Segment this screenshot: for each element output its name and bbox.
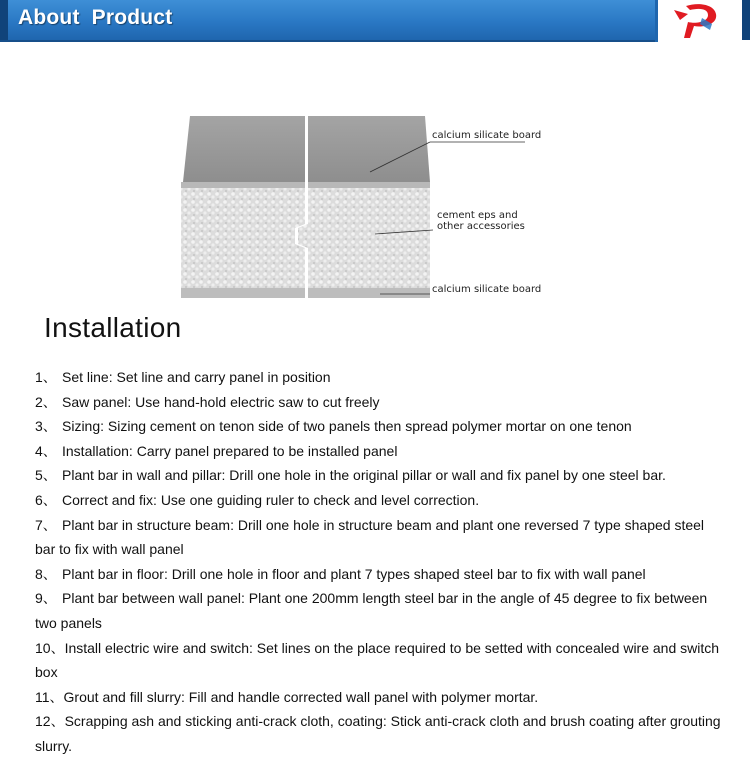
- step-number: 9、: [35, 590, 57, 607]
- panel-left-block: [181, 116, 305, 298]
- step-item: [35, 685, 725, 710]
- label-top: calcium silicate board: [432, 130, 542, 141]
- step-number: 10、: [35, 639, 65, 656]
- step-text: Install electric wire and switch: Set lines on the place required to be setted with concealed wire and switch box: [35, 639, 720, 681]
- step-number: 8、: [35, 565, 57, 582]
- label-bottom: calcium silicate board: [432, 284, 542, 295]
- step-item: [35, 709, 725, 758]
- step-text: Correct and fix: Use one guiding ruler to check and level correction.: [62, 491, 480, 508]
- step-item: [35, 586, 725, 635]
- header-right-accent: [742, 0, 750, 40]
- step-text: Grout and fill slurry: Fill and handle corrected wall panel with polymer mortar.: [63, 688, 539, 705]
- step-text: Installation: Carry panel prepared to be installed panel: [62, 442, 398, 459]
- step-number: 11、: [35, 688, 64, 705]
- label-middle-1: cement eps and: [437, 210, 518, 221]
- step-number: 6、: [35, 491, 57, 508]
- step-number: 5、: [35, 467, 57, 484]
- step-number: 12、: [35, 713, 65, 730]
- product-panel-image: [175, 112, 555, 307]
- step-item: [35, 463, 725, 488]
- step-text: Saw panel: Use hand-hold electric saw to cut freely: [62, 393, 380, 410]
- step-item: [35, 439, 725, 464]
- header-banner: [0, 0, 750, 42]
- step-text: Plant bar between wall panel: Plant one 200mm length steel bar in the angle of 45 degree to fix between two panels: [35, 590, 708, 631]
- panel-right-block: [298, 116, 430, 298]
- step-number: 4、: [35, 442, 57, 459]
- step-number: 2、: [35, 393, 57, 410]
- step-item: [35, 390, 725, 415]
- step-item: [35, 562, 725, 587]
- page-title: About Product: [18, 6, 173, 29]
- installation-steps-list: [35, 365, 725, 759]
- step-item: [35, 513, 725, 562]
- step-item: [35, 636, 725, 685]
- brand-logo-icon[interactable]: [664, 0, 728, 42]
- step-text: Plant bar in wall and pillar: Drill one hole in the original pillar or wall and fix panel by one steel bar.: [62, 467, 666, 484]
- step-number: 1、: [35, 369, 57, 385]
- step-item: [35, 365, 725, 390]
- step-text: Sizing: Sizing cement on tenon side of two panels then spread polymer mortar on one tenon: [62, 418, 632, 435]
- step-item: [35, 414, 725, 439]
- step-text: Plant bar in floor: Drill one hole in floor and plant 7 types shaped steel bar to fix with wall panel: [62, 565, 646, 582]
- header-accent-bar: [0, 0, 8, 40]
- section-title: Installation: [44, 312, 182, 343]
- step-item: [35, 488, 725, 513]
- step-text: Plant bar in structure beam: Drill one hole in structure beam and plant one reversed 7 type shaped steel bar to fix with wall panel: [35, 516, 705, 558]
- step-text: Set line: Set line and carry panel in position: [62, 369, 331, 385]
- step-number: 3、: [35, 418, 57, 435]
- step-number: 7、: [35, 516, 57, 533]
- label-middle-2: other accessories: [437, 221, 525, 232]
- step-text: Scrapping ash and sticking anti-crack cloth, coating: Stick anti-crack cloth and brush coating after grouting slurry.: [35, 713, 721, 754]
- logo-box[interactable]: [655, 0, 750, 42]
